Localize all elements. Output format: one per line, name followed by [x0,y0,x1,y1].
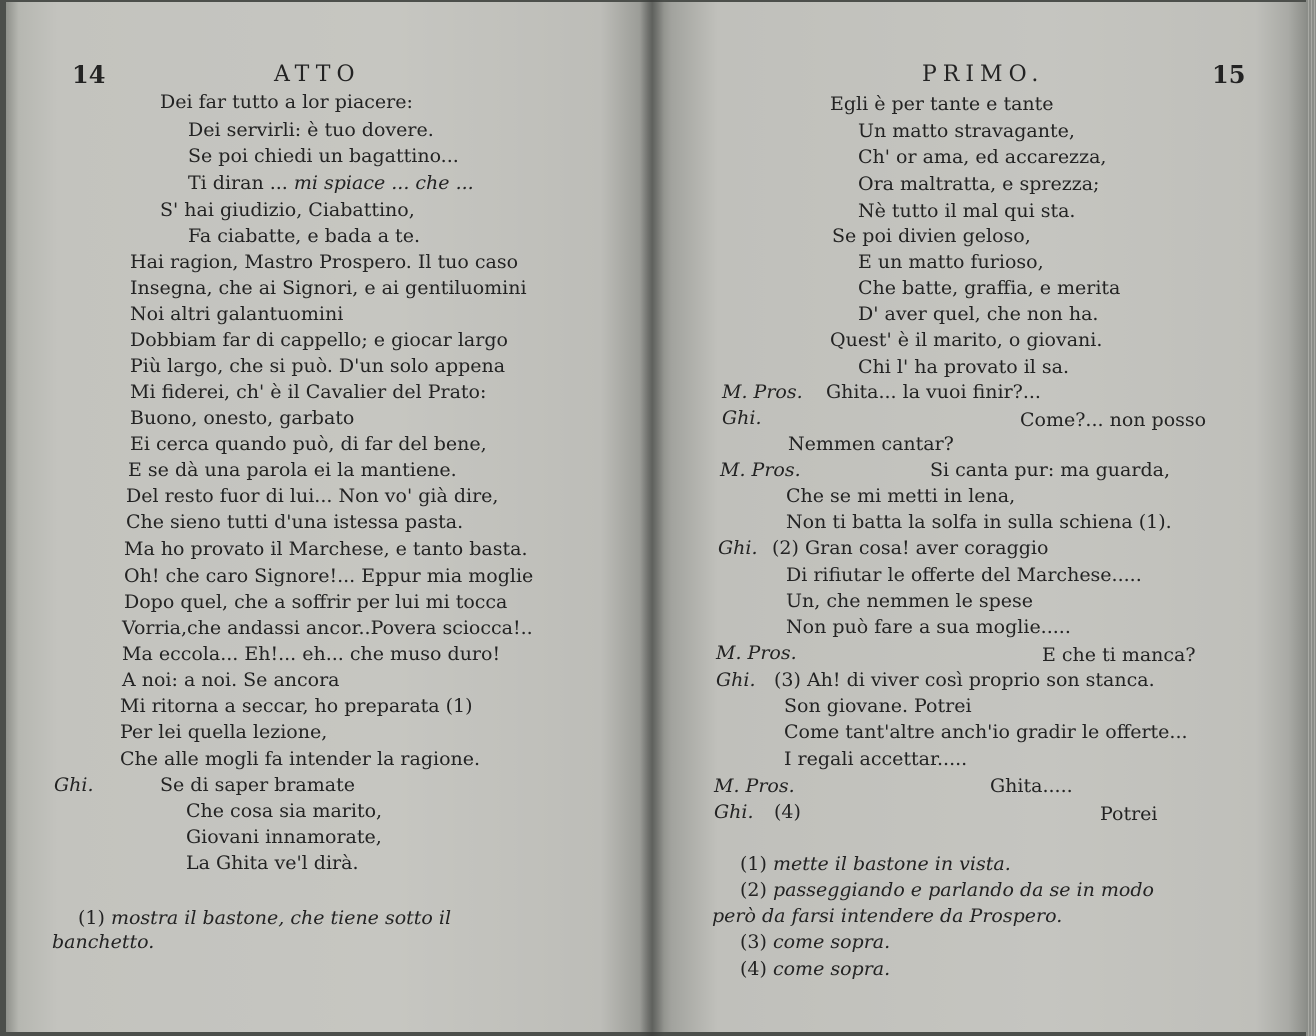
verse-line: Noi altri galantuomini [130,303,344,325]
verse-line: I regali accettar..... [784,748,968,770]
footnote-continuation: banchetto. [52,931,155,953]
verse-line: Che cosa sia marito, [186,800,383,822]
running-head: ATTO [274,62,361,87]
verse-line: Insegna, che ai Signori, e ai gentiluomini [130,277,527,299]
verse-line: Che batte, graffia, e merita [858,277,1121,299]
speaker-label: Ghi. [718,537,758,559]
verse-line: La Ghita ve'l dirà. [186,852,359,874]
verse-line: Ma ho provato il Marchese, e tanto basta. [124,538,528,560]
speaker-label: M. Pros. [714,775,795,797]
verse-line: E un matto furioso, [858,251,1044,273]
verse-line: Potrei [1100,803,1158,825]
verse-line: Buono, onesto, garbato [130,407,355,429]
verse-line: (3) Ah! di viver così proprio son stanca. [774,669,1155,691]
right-page [652,2,1308,1032]
verse-line: Se poi divien geloso, [832,225,1031,247]
verse-line: Più largo, che si può. D'un solo appena [130,355,506,377]
verse-line: Ghita... la vuoi finir?... [826,381,1041,403]
footnote-text: come sopra. [772,931,891,953]
speaker-label: Ghi. [54,774,94,796]
footnote [740,852,1011,876]
verse-line: Non ti batta la solfa in sulla schiena (1). [786,511,1172,533]
footnote-continuation: però da farsi intendere da Prospero. [712,905,1063,927]
verse-line: Nè tutto il mal qui sta. [858,200,1076,222]
verse-line: Mi fiderei, ch' è il Cavalier del Prato: [130,381,487,403]
verse-line: Di rifiutar le offerte del Marchese..... [786,564,1142,586]
verse-line: E che ti manca? [1042,644,1196,666]
verse-line: Nemmen cantar? [788,433,954,455]
verse-line: S' hai giudizio, Ciabattino, [160,199,415,221]
verse-line: Fa ciabatte, e bada a te. [188,225,420,247]
footnote [740,878,1154,902]
verse-line: Ora maltratta, e sprezza; [858,173,1100,195]
verse-line: D' aver quel, che non ha. [858,303,1099,325]
verse-line: Mi ritorna a seccar, ho preparata (1) [120,695,473,717]
italic-aside: mi spiace ... che ... [293,172,474,194]
verse-line: Vorria,che andassi ancor..Povera sciocca!.. [122,617,533,639]
page-number: 15 [1212,60,1246,89]
footnote-mark: (3) [740,931,767,953]
verse-line: Ma eccola... Eh!... eh... che muso duro! [122,643,501,665]
verse-line: Chi l' ha provato il sa. [858,356,1070,378]
verse-line: Egli è per tante e tante [830,93,1054,115]
verse-line: Dobbiam far di cappello; e giocar largo [130,329,508,351]
speaker-label: M. Pros. [720,459,801,481]
footnote-mark: (1) [740,853,767,875]
verse-line: Quest' è il marito, o giovani. [830,329,1103,351]
speaker-label: Ghi. [722,407,762,429]
speaker-label: Ghi. [716,669,756,691]
verse-line: A noi: a noi. Se ancora [122,669,340,691]
verse-line: Se di saper bramate [160,774,355,796]
verse-line: Oh! che caro Signore!... Eppur mia moglie [124,565,534,587]
page-edges [1306,0,1316,1036]
verse-line: Ch' or ama, ed accarezza, [858,146,1107,168]
verse-line: Che alle mogli fa intender la ragione. [120,748,481,770]
verse-line: (4) [774,801,801,823]
verse-line: Ei cerca quando può, di far del bene, [130,433,487,455]
verse-line: Come?... non posso [1020,409,1207,431]
speaker-label: M. Pros. [716,642,797,664]
footnote-mark: (4) [740,958,767,980]
verse-line: Un matto stravagante, [858,120,1075,142]
verse-text: Ti diran ... [188,172,294,194]
verse-line: (2) Gran cosa! aver coraggio [772,537,1049,559]
verse-line: Son giovane. Potrei [784,695,972,717]
verse-line: Un, che nemmen le spese [786,590,1034,612]
verse-line: Giovani innamorate, [186,826,382,848]
running-head: PRIMO. [922,62,1045,87]
footnote-mark: (1) [78,907,105,929]
verse-line: Dei far tutto a lor piacere: [160,91,413,113]
verse-line [188,171,474,195]
footnote [740,930,890,954]
footnote-text: passeggiando e parlando da se in modo [772,879,1154,901]
footnote-text: mostra il bastone, che tiene sotto il [110,907,452,929]
verse-line: Se poi chiedi un bagattino... [188,145,459,167]
left-page [6,2,652,1032]
verse-line: E se dà una parola ei la mantiene. [128,459,457,481]
verse-line: Dei servirli: è tuo dovere. [188,119,434,141]
verse-line: Per lei quella lezione, [120,721,328,743]
verse-line: Che se mi metti in lena, [786,485,1016,507]
verse-line: Non può fare a sua moglie..... [786,616,1071,638]
verse-line: Ghita..... [990,775,1073,797]
footnote-text: come sopra. [772,958,891,980]
page-number: 14 [72,60,106,89]
footnote-mark: (2) [740,879,767,901]
verse-line: Come tant'altre anch'io gradir le offerte... [784,721,1188,743]
verse-line: Si canta pur: ma guarda, [930,459,1170,481]
speaker-label: M. Pros. [722,381,803,403]
verse-line: Hai ragion, Mastro Prospero. Il tuo caso [130,251,519,273]
verse-line: Del resto fuor di lui... Non vo' già dire, [126,485,499,507]
footnote-text: mette il bastone in vista. [772,853,1011,875]
speaker-label: Ghi. [714,801,754,823]
verse-line: Dopo quel, che a soffrir per lui mi tocca [124,591,508,613]
verse-line: Che sieno tutti d'una istessa pasta. [126,511,464,533]
footnote [740,957,890,981]
footnote [78,906,451,930]
